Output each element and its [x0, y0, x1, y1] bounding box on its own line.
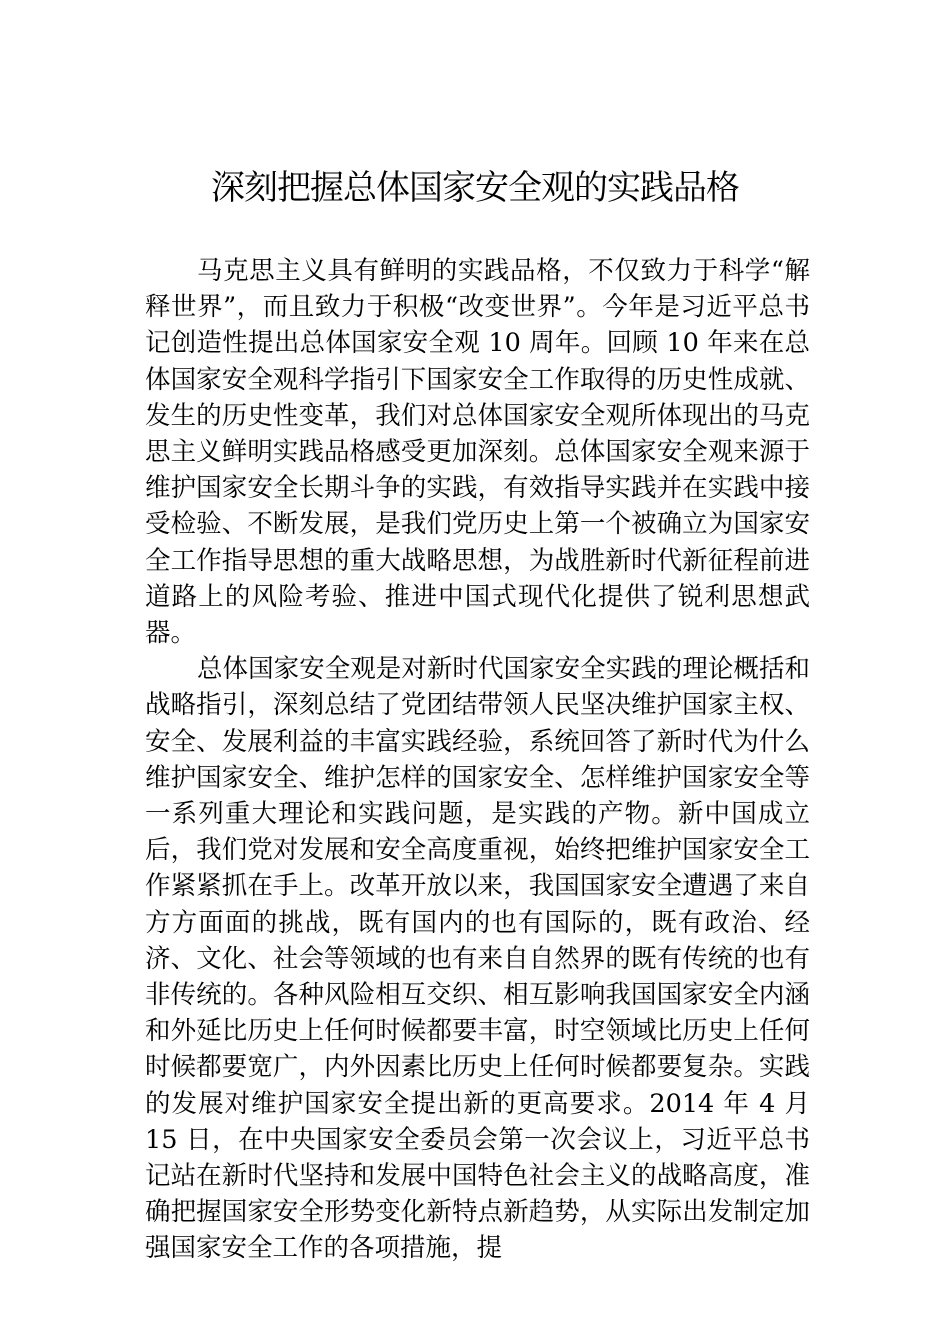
paragraph-2: 总体国家安全观是对新时代国家安全实践的理论概括和战略指引，深刻总结了党团结带领人民坚决维护国家主权、安全、发展利益的丰富实践经验，系统回答了新时代为什么维护国家安全、维护怎样的国家安全、怎样维护国家安全等一系列重大理论和实践问题，是实践的产物。新中国成立后，我们党对发展和安全高度重视，始终把维护国家安全工作紧紧抓在手上。改革开放以来，我国国家安全遭遇了来自方方面面的挑战，既有国内的也有国际的，既有政治、经济、文化、社会等领域的也有来自自然界的既有传统的也有非传统的。各种风险相互交织、相互影响我国国家安全内涵和外延比历史上任何时候都要丰富，时空领域比历史上任何时候都要宽广，内外因素比历史上任何时候都要复杂。实践的发展对维护国家安全提出新的更高要求。2014 年 4 月 15 日，在中央国家安全委员会第一次会议上，习近平总书记站在新时代坚持和发展中国特色社会主义的战略高度，准确把握国家安全形势变化新特点新趋势，从实际出发制定加强国家安全工作的各项措施，提	[145, 654, 810, 1264]
document-title: 深刻把握总体国家安全观的实践品格	[211, 168, 739, 208]
document-body	[145, 253, 810, 1267]
paragraph-1: 马克思主义具有鲜明的实践品格，不仅致力于科学“解释世界”，而且致力于积极“改变世界”。今年是习近平总书记创造性提出总体国家安全观 10 周年。回顾 10 年来在总体国家安全观科学指引下国家安全工作取得的历史性成就、发生的历史性变革，我们对总体国家安全观所体现出的马克思主义鲜明实践品格感受更加深刻。总体国家安全观来源于维护国家安全长期斗争的实践，有效指导实践并在实践中接受检验、不断发展，是我们党历史上第一个被确立为国家安全工作指导思想的重大战略思想，为战胜新时代新征程前进道路上的风险考验、推进中国式现代化提供了锐利思想武器。	[145, 256, 810, 649]
